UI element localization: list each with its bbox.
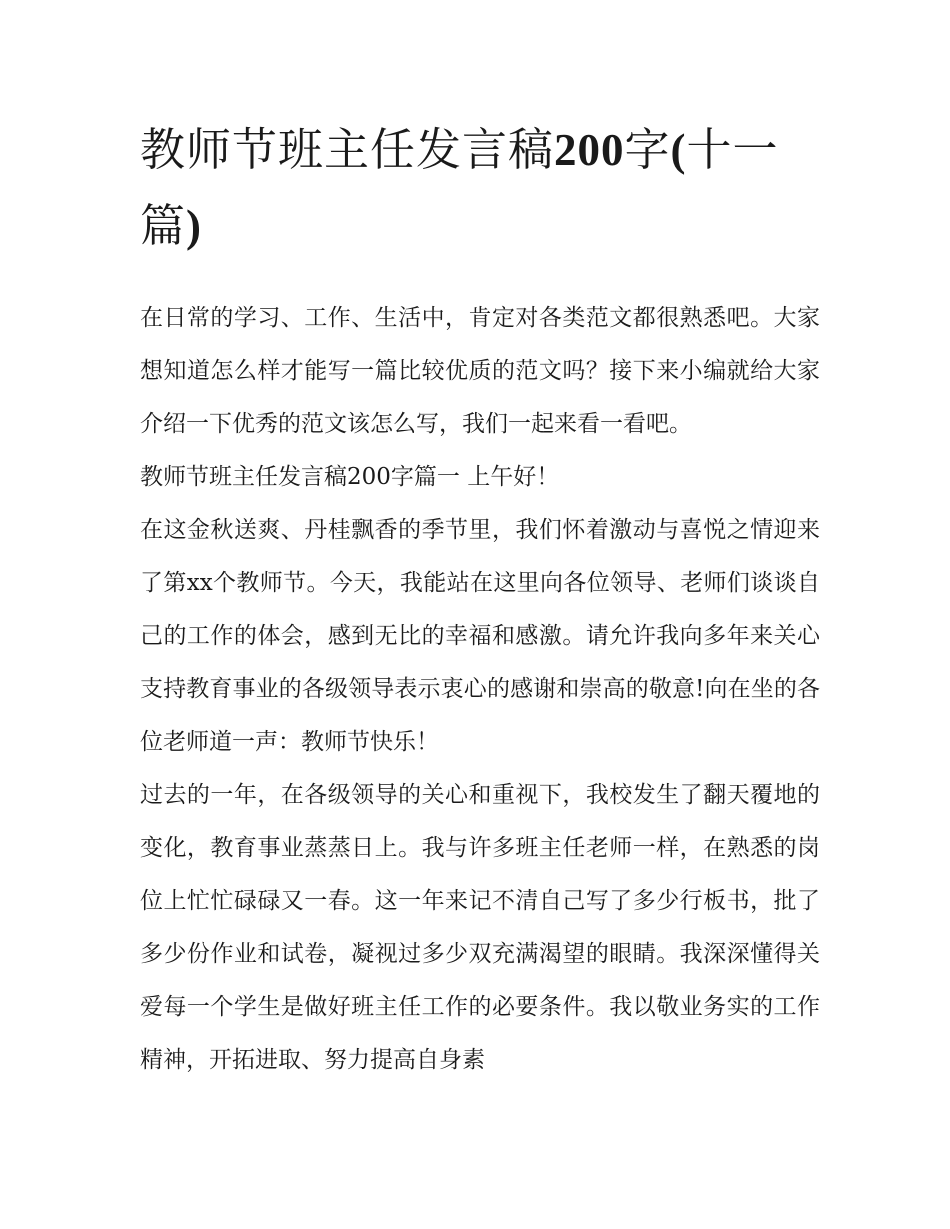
- title-latin-run: (: [670, 125, 687, 175]
- body-paragraph: 在这金秋送爽、丹桂飘香的季节里，我们怀着激动与喜悦之情迎来了第xx个教师节。今天，我能站在这里向各位领导、老师们谈谈自己的工作的体会，感到无比的幸福和感激。请允许我向多年来关心支持教育事业的各级领导表示衷心的感谢和崇高的敬意!向在坐的各位老师道一声：教师节快乐！: [140, 517, 820, 755]
- intro-paragraph: 在日常的学习、工作、生活中，肯定对各类范文都很熟悉吧。大家想知道怎么样才能写一篇比较优质的范文吗？接下来小编就给大家介绍一下优秀的范文该怎么写，我们一起来看一看吧。: [140, 305, 820, 437]
- body-paragraph: 过去的一年，在各级领导的关心和重视下，我校发生了翻天覆地的变化，教育事业蒸蒸日上。我与许多班主任老师一样，在熟悉的岗位上忙忙碌碌又一春。这一年来记不清自己写了多少行板书，批了多少份作业和试卷，凝视过多少双充满渴望的眼睛。我深深懂得关爱每一个学生是做好班主任工作的必要条件。我以敬业务实的工作精神，开拓进取、努力提高自身素: [140, 782, 820, 1073]
- document-body: [140, 292, 820, 1087]
- document-title: 教师节班主任发言稿200字(十一篇): [140, 123, 779, 252]
- document-page: [140, 112, 820, 1087]
- title-latin-run: 200: [554, 125, 625, 175]
- section-heading-paragraph: 教师节班主任发言稿200字篇一 上午好！: [140, 464, 560, 490]
- title-latin-run: ): [186, 201, 203, 251]
